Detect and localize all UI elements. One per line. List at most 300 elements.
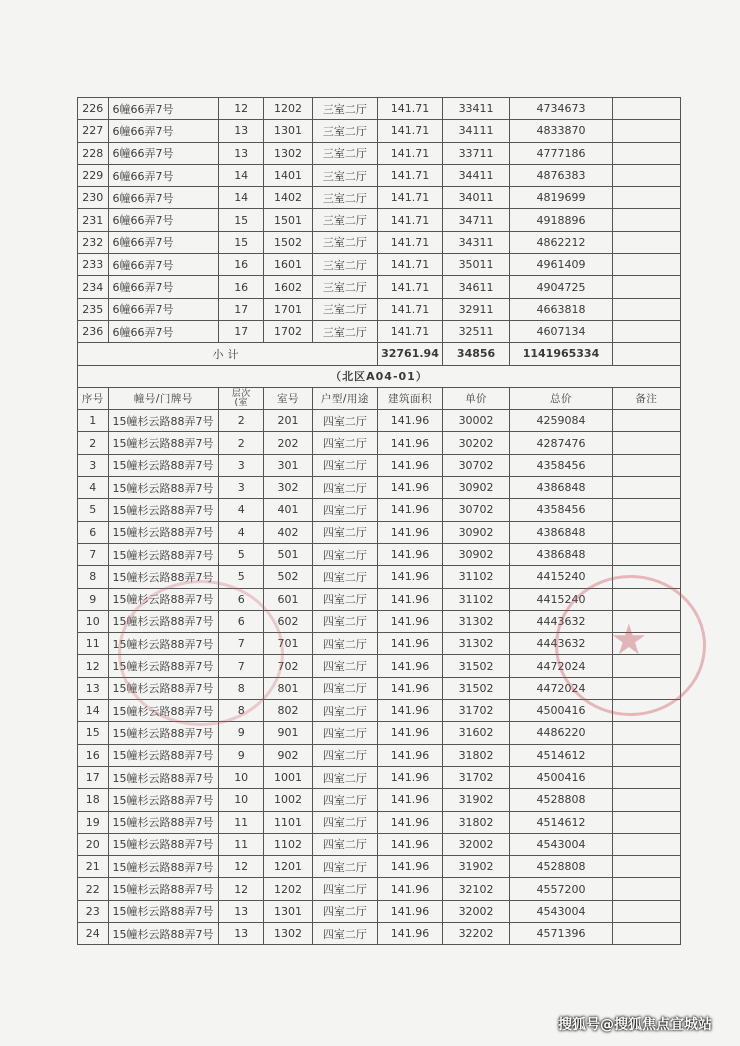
cell-address: 15幢杉云路88弄7号: [108, 833, 219, 855]
cell-type: 四室二厅: [312, 454, 377, 476]
header-remark: 备注: [612, 387, 680, 409]
cell-type: 三室二厅: [312, 298, 377, 320]
cell-address: 15幢杉云路88弄7号: [108, 722, 219, 744]
cell-unit-price: 32102: [443, 878, 510, 900]
cell-type: 三室二厅: [312, 164, 377, 186]
cell-no: 9: [78, 588, 109, 610]
cell-type: 三室二厅: [312, 254, 377, 276]
cell-room: 1301: [264, 120, 313, 142]
cell-type: 四室二厅: [312, 722, 377, 744]
cell-area: 141.71: [377, 254, 442, 276]
cell-no: 24: [78, 922, 109, 944]
table-row: [78, 499, 681, 521]
cell-no: 234: [78, 276, 109, 298]
subtotal-area: 32761.94: [377, 343, 442, 365]
cell-room: 601: [264, 588, 313, 610]
table-row: [78, 320, 681, 342]
cell-unit-price: 30902: [443, 543, 510, 565]
cell-area: 141.96: [377, 655, 442, 677]
cell-unit-price: 30902: [443, 521, 510, 543]
table-row: [78, 811, 681, 833]
cell-floor: 12: [219, 856, 264, 878]
cell-floor: 12: [219, 878, 264, 900]
cell-unit-price: 31902: [443, 856, 510, 878]
cell-area: 141.96: [377, 521, 442, 543]
cell-floor: 8: [219, 677, 264, 699]
cell-unit-price: 32202: [443, 922, 510, 944]
cell-address: 15幢杉云路88弄7号: [108, 744, 219, 766]
cell-room: 1102: [264, 833, 313, 855]
cell-no: 18: [78, 789, 109, 811]
cell-floor: 3: [219, 454, 264, 476]
cell-unit-price: 30702: [443, 454, 510, 476]
cell-unit-price: 30902: [443, 477, 510, 499]
cell-no: 11: [78, 633, 109, 655]
table-row: [78, 521, 681, 543]
cell-type: 四室二厅: [312, 633, 377, 655]
cell-unit-price: 34011: [443, 187, 510, 209]
cell-type: 四室二厅: [312, 543, 377, 565]
cell-total: 4443632: [510, 633, 613, 655]
table-row: [78, 298, 681, 320]
cell-floor: 6: [219, 588, 264, 610]
cell-total: 4514612: [510, 744, 613, 766]
cell-no: 3: [78, 454, 109, 476]
cell-unit-price: 34411: [443, 164, 510, 186]
cell-floor: 11: [219, 811, 264, 833]
table-row: [78, 142, 681, 164]
cell-room: 1002: [264, 789, 313, 811]
table-row: [78, 432, 681, 454]
cell-address: 15幢杉云路88弄7号: [108, 454, 219, 476]
cell-type: 四室二厅: [312, 432, 377, 454]
cell-total: 4904725: [510, 276, 613, 298]
cell-floor: 4: [219, 499, 264, 521]
cell-total: 4663818: [510, 298, 613, 320]
cell-room: 302: [264, 477, 313, 499]
cell-remark: [612, 98, 680, 120]
cell-room: 1501: [264, 209, 313, 231]
cell-area: 141.71: [377, 298, 442, 320]
cell-total: 4528808: [510, 789, 613, 811]
table-row: [78, 566, 681, 588]
cell-floor: 11: [219, 833, 264, 855]
cell-area: 141.96: [377, 610, 442, 632]
cell-total: 4472024: [510, 655, 613, 677]
cell-total: 4486220: [510, 722, 613, 744]
table-row: [78, 744, 681, 766]
cell-unit-price: 31102: [443, 588, 510, 610]
table-row: [78, 610, 681, 632]
cell-total: 4961409: [510, 254, 613, 276]
header-type: 户型/用途: [312, 387, 377, 409]
cell-remark: [612, 878, 680, 900]
cell-total: 4358456: [510, 499, 613, 521]
cell-address: 6幢66弄7号: [108, 320, 219, 342]
cell-unit-price: 34711: [443, 209, 510, 231]
cell-area: 141.96: [377, 477, 442, 499]
header-total: 总价: [510, 387, 613, 409]
cell-total: 4607134: [510, 320, 613, 342]
header-row: [78, 387, 681, 409]
cell-address: 15幢杉云路88弄7号: [108, 900, 219, 922]
cell-room: 1502: [264, 231, 313, 253]
cell-type: 四室二厅: [312, 744, 377, 766]
cell-unit-price: 33411: [443, 98, 510, 120]
cell-room: 1302: [264, 142, 313, 164]
cell-room: 1402: [264, 187, 313, 209]
cell-no: 21: [78, 856, 109, 878]
cell-area: 141.71: [377, 142, 442, 164]
cell-type: 四室二厅: [312, 610, 377, 632]
cell-room: 401: [264, 499, 313, 521]
cell-no: 7: [78, 543, 109, 565]
cell-area: 141.71: [377, 209, 442, 231]
cell-remark: [612, 677, 680, 699]
cell-remark: [612, 231, 680, 253]
cell-remark: [612, 254, 680, 276]
cell-unit-price: 35011: [443, 254, 510, 276]
table-row: [78, 454, 681, 476]
cell-address: 15幢杉云路88弄7号: [108, 566, 219, 588]
cell-type: 三室二厅: [312, 142, 377, 164]
cell-total: 4543004: [510, 833, 613, 855]
cell-type: 四室二厅: [312, 677, 377, 699]
cell-no: 236: [78, 320, 109, 342]
cell-no: 12: [78, 655, 109, 677]
cell-room: 802: [264, 700, 313, 722]
cell-room: 602: [264, 610, 313, 632]
cell-address: 15幢杉云路88弄7号: [108, 700, 219, 722]
cell-type: 四室二厅: [312, 766, 377, 788]
cell-total: 4287476: [510, 432, 613, 454]
cell-type: 四室二厅: [312, 878, 377, 900]
cell-address: 6幢66弄7号: [108, 298, 219, 320]
cell-room: 801: [264, 677, 313, 699]
cell-address: 15幢杉云路88弄7号: [108, 521, 219, 543]
table-row: [78, 477, 681, 499]
cell-area: 141.96: [377, 543, 442, 565]
cell-unit-price: 32511: [443, 320, 510, 342]
table-row: [78, 922, 681, 944]
cell-room: 1201: [264, 856, 313, 878]
cell-total: 4386848: [510, 543, 613, 565]
cell-room: 1702: [264, 320, 313, 342]
cell-total: 4528808: [510, 856, 613, 878]
cell-area: 141.96: [377, 856, 442, 878]
cell-address: 6幢66弄7号: [108, 231, 219, 253]
cell-total: 4819699: [510, 187, 613, 209]
cell-area: 141.96: [377, 722, 442, 744]
cell-total: 4358456: [510, 454, 613, 476]
cell-address: 15幢杉云路88弄7号: [108, 432, 219, 454]
header-no: 序号: [78, 387, 109, 409]
cell-type: 四室二厅: [312, 410, 377, 432]
cell-remark: [612, 566, 680, 588]
cell-room: 701: [264, 633, 313, 655]
cell-no: 233: [78, 254, 109, 276]
cell-remark: [612, 521, 680, 543]
cell-address: 6幢66弄7号: [108, 209, 219, 231]
table-row: [78, 410, 681, 432]
subtotal-unit-price: 34856: [443, 343, 510, 365]
cell-no: 22: [78, 878, 109, 900]
cell-address: 6幢66弄7号: [108, 254, 219, 276]
cell-floor: 13: [219, 900, 264, 922]
cell-unit-price: 31302: [443, 633, 510, 655]
cell-floor: 8: [219, 700, 264, 722]
cell-address: 15幢杉云路88弄7号: [108, 677, 219, 699]
cell-total: 4514612: [510, 811, 613, 833]
subtotal-label: 小计: [78, 343, 378, 365]
cell-floor: 14: [219, 187, 264, 209]
cell-total: 4833870: [510, 120, 613, 142]
table-row: [78, 766, 681, 788]
cell-floor: 5: [219, 543, 264, 565]
table-row: [78, 254, 681, 276]
cell-area: 141.71: [377, 231, 442, 253]
cell-no: 16: [78, 744, 109, 766]
cell-type: 三室二厅: [312, 98, 377, 120]
subtotal-block: [78, 343, 681, 410]
cell-remark: [612, 276, 680, 298]
cell-unit-price: 31902: [443, 789, 510, 811]
cell-no: 8: [78, 566, 109, 588]
cell-remark: [612, 588, 680, 610]
cell-no: 229: [78, 164, 109, 186]
cell-type: 四室二厅: [312, 811, 377, 833]
cell-no: 14: [78, 700, 109, 722]
cell-unit-price: 34111: [443, 120, 510, 142]
cell-type: 四室二厅: [312, 700, 377, 722]
top-rows: [78, 98, 681, 343]
cell-area: 141.96: [377, 811, 442, 833]
cell-type: 三室二厅: [312, 120, 377, 142]
cell-type: 四室二厅: [312, 499, 377, 521]
cell-unit-price: 31802: [443, 744, 510, 766]
table-row: [78, 856, 681, 878]
cell-no: 227: [78, 120, 109, 142]
cell-area: 141.96: [377, 700, 442, 722]
cell-floor: 10: [219, 766, 264, 788]
cell-unit-price: 34611: [443, 276, 510, 298]
cell-room: 1202: [264, 98, 313, 120]
table-row: [78, 633, 681, 655]
cell-room: 1601: [264, 254, 313, 276]
cell-floor: 6: [219, 610, 264, 632]
cell-room: 702: [264, 655, 313, 677]
cell-no: 2: [78, 432, 109, 454]
table-row: [78, 588, 681, 610]
cell-remark: [612, 633, 680, 655]
cell-floor: 7: [219, 633, 264, 655]
cell-remark: [612, 722, 680, 744]
cell-address: 15幢杉云路88弄7号: [108, 499, 219, 521]
cell-area: 141.96: [377, 566, 442, 588]
cell-total: 4500416: [510, 700, 613, 722]
cell-address: 6幢66弄7号: [108, 142, 219, 164]
cell-remark: [612, 477, 680, 499]
cell-type: 三室二厅: [312, 187, 377, 209]
cell-type: 四室二厅: [312, 922, 377, 944]
cell-floor: 17: [219, 320, 264, 342]
cell-remark: [612, 432, 680, 454]
cell-room: 1602: [264, 276, 313, 298]
cell-no: 5: [78, 499, 109, 521]
cell-area: 141.96: [377, 900, 442, 922]
cell-room: 902: [264, 744, 313, 766]
cell-area: 141.96: [377, 454, 442, 476]
cell-total: 4386848: [510, 521, 613, 543]
header-room: 室号: [264, 387, 313, 409]
cell-floor: 15: [219, 209, 264, 231]
section-title: （北区A04-01）: [78, 365, 681, 387]
cell-area: 141.71: [377, 120, 442, 142]
cell-area: 141.71: [377, 98, 442, 120]
cell-area: 141.96: [377, 677, 442, 699]
cell-area: 141.96: [377, 410, 442, 432]
table-row: [78, 164, 681, 186]
cell-remark: [612, 766, 680, 788]
cell-type: 四室二厅: [312, 789, 377, 811]
table-row: [78, 231, 681, 253]
cell-type: 四室二厅: [312, 477, 377, 499]
cell-floor: 12: [219, 98, 264, 120]
cell-no: 1: [78, 410, 109, 432]
cell-address: 15幢杉云路88弄7号: [108, 410, 219, 432]
cell-unit-price: 31502: [443, 677, 510, 699]
cell-room: 901: [264, 722, 313, 744]
cell-no: 230: [78, 187, 109, 209]
cell-floor: 2: [219, 410, 264, 432]
cell-no: 232: [78, 231, 109, 253]
cell-total: 4500416: [510, 766, 613, 788]
cell-unit-price: 31802: [443, 811, 510, 833]
table-row: [78, 543, 681, 565]
cell-room: 502: [264, 566, 313, 588]
cell-area: 141.96: [377, 766, 442, 788]
cell-unit-price: 32911: [443, 298, 510, 320]
cell-no: 226: [78, 98, 109, 120]
cell-address: 6幢66弄7号: [108, 164, 219, 186]
cell-room: 1301: [264, 900, 313, 922]
cell-area: 141.71: [377, 164, 442, 186]
cell-area: 141.71: [377, 276, 442, 298]
cell-address: 15幢杉云路88弄7号: [108, 655, 219, 677]
cell-remark: [612, 610, 680, 632]
cell-address: 6幢66弄7号: [108, 276, 219, 298]
cell-area: 141.96: [377, 633, 442, 655]
table-row: [78, 700, 681, 722]
cell-type: 四室二厅: [312, 833, 377, 855]
cell-type: 三室二厅: [312, 320, 377, 342]
cell-type: 四室二厅: [312, 856, 377, 878]
cell-floor: 4: [219, 521, 264, 543]
cell-room: 202: [264, 432, 313, 454]
cell-remark: [612, 789, 680, 811]
cell-unit-price: 30702: [443, 499, 510, 521]
cell-total: 4862212: [510, 231, 613, 253]
cell-remark: [612, 120, 680, 142]
cell-total: 4557200: [510, 878, 613, 900]
cell-remark: [612, 164, 680, 186]
cell-unit-price: 31302: [443, 610, 510, 632]
header-floor-top: 层次: [231, 388, 251, 399]
price-list-table: [77, 97, 681, 945]
cell-no: 15: [78, 722, 109, 744]
cell-address: 15幢杉云路88弄7号: [108, 477, 219, 499]
cell-unit-price: 32002: [443, 833, 510, 855]
cell-room: 1202: [264, 878, 313, 900]
source-watermark: 搜狐号@搜狐焦点宜城站: [558, 1017, 712, 1033]
table-row: [78, 878, 681, 900]
cell-floor: 14: [219, 164, 264, 186]
table-row: [78, 833, 681, 855]
cell-no: 235: [78, 298, 109, 320]
cell-address: 6幢66弄7号: [108, 120, 219, 142]
cell-remark: [612, 209, 680, 231]
table-row: [78, 209, 681, 231]
table-row: [78, 187, 681, 209]
header-unit-price: 单价: [443, 387, 510, 409]
cell-address: 15幢杉云路88弄7号: [108, 811, 219, 833]
cell-remark: [612, 744, 680, 766]
cell-remark: [612, 499, 680, 521]
cell-room: 1001: [264, 766, 313, 788]
cell-remark: [612, 543, 680, 565]
cell-floor: 13: [219, 922, 264, 944]
subtotal-remark: [612, 343, 680, 365]
cell-room: 1302: [264, 922, 313, 944]
cell-floor: 13: [219, 120, 264, 142]
table-row: [78, 722, 681, 744]
cell-floor: 9: [219, 744, 264, 766]
cell-remark: [612, 410, 680, 432]
cell-no: 23: [78, 900, 109, 922]
cell-address: 6幢66弄7号: [108, 187, 219, 209]
cell-remark: [612, 811, 680, 833]
cell-area: 141.96: [377, 588, 442, 610]
cell-address: 15幢杉云路88弄7号: [108, 543, 219, 565]
cell-address: 15幢杉云路88弄7号: [108, 878, 219, 900]
cell-no: 4: [78, 477, 109, 499]
cell-room: 301: [264, 454, 313, 476]
main-rows: [78, 410, 681, 945]
cell-floor: 16: [219, 276, 264, 298]
cell-area: 141.96: [377, 833, 442, 855]
cell-floor: 9: [219, 722, 264, 744]
subtotal-row: [78, 343, 681, 365]
table-row: [78, 655, 681, 677]
cell-room: 201: [264, 410, 313, 432]
cell-type: 四室二厅: [312, 566, 377, 588]
table-row: [78, 120, 681, 142]
cell-no: 228: [78, 142, 109, 164]
cell-area: 141.96: [377, 432, 442, 454]
cell-remark: [612, 655, 680, 677]
cell-total: 4415240: [510, 566, 613, 588]
cell-unit-price: 34311: [443, 231, 510, 253]
cell-remark: [612, 320, 680, 342]
header-address: 幢号/门牌号: [108, 387, 219, 409]
cell-area: 141.96: [377, 878, 442, 900]
cell-remark: [612, 142, 680, 164]
cell-area: 141.71: [377, 320, 442, 342]
cell-room: 402: [264, 521, 313, 543]
cell-area: 141.96: [377, 789, 442, 811]
subtotal-total: 1141965334: [510, 343, 613, 365]
cell-remark: [612, 856, 680, 878]
